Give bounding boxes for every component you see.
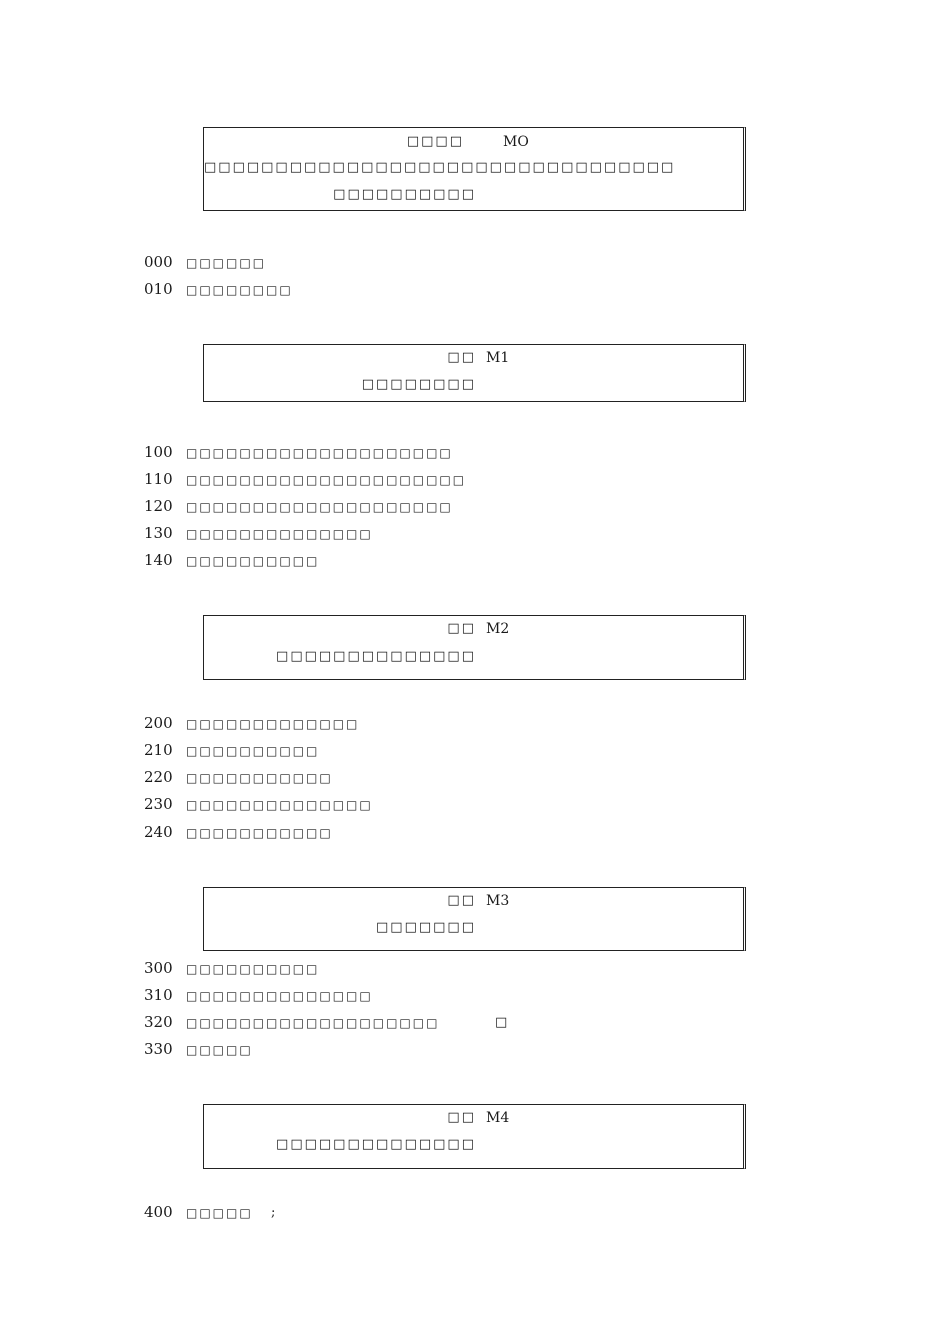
item-number: 220 (144, 768, 173, 786)
section-box-m2 (203, 615, 746, 680)
section-box-m0 (203, 127, 746, 211)
item-text: □□□□□□□□□□□□□□ (186, 798, 373, 812)
item-text: □□□□□□□□□□□□□□□□□□□ (186, 1016, 440, 1030)
section-heading: □□ (447, 1110, 476, 1125)
item-text: □□□□□□□□□□ (186, 554, 320, 568)
list-item (144, 253, 266, 271)
list-item (144, 986, 373, 1004)
item-text: □□□□□□□□□□□□□□ (186, 989, 373, 1003)
section-description-line: □□□□□□□□□□□□□□□□□□□□□□□□□□□□□□□□□ (204, 160, 676, 175)
item-number: 210 (144, 741, 173, 759)
item-text: □□□□□□□□□□□ (186, 826, 333, 840)
item-number: 240 (144, 823, 173, 841)
list-item (144, 524, 373, 542)
section-heading: □□ (447, 621, 476, 636)
list-item (144, 714, 359, 732)
item-number: 010 (144, 280, 173, 298)
list-item (144, 443, 453, 461)
section-heading: □□ (447, 350, 476, 365)
item-text: □□□□□ (186, 1043, 253, 1057)
item-text: □□□□□□ (186, 256, 267, 270)
section-description-line: □□□□□□□ (376, 920, 476, 935)
list-item (144, 470, 466, 488)
list-item (144, 280, 293, 298)
item-text: □□□□□□□□□□□□□□ (186, 527, 373, 541)
list-item (144, 551, 319, 569)
section-box-m3 (203, 887, 746, 951)
list-item (144, 959, 319, 977)
item-text: □□□□□□□□□□□ (186, 771, 333, 785)
section-heading: □□□□ (406, 134, 464, 149)
section-code: M2 (486, 621, 510, 637)
item-number: 200 (144, 714, 173, 732)
item-number: 100 (144, 443, 173, 461)
item-text: □□□□□□□□□□ (186, 744, 320, 758)
section-box-m1 (203, 344, 746, 402)
item-number: 310 (144, 986, 173, 1004)
section-description-line: □□□□□□□□□□ (333, 187, 476, 202)
item-extra-mark: □ (495, 1015, 508, 1030)
list-item (144, 1203, 253, 1221)
section-code: M1 (486, 350, 510, 366)
item-text: □□□□□□□□□□□□□□□□□□□□ (186, 446, 453, 460)
list-item (144, 1013, 439, 1031)
item-number: 230 (144, 795, 173, 813)
list-item (144, 795, 373, 813)
item-text: □□□□□□□□□□□□□ (186, 717, 360, 731)
list-item (144, 768, 333, 786)
section-code: M3 (486, 893, 510, 909)
section-box-m4 (203, 1104, 746, 1169)
item-text: □□□□□□□□□□□□□□□□□□□□ (186, 500, 453, 514)
section-heading: □□ (447, 893, 476, 908)
section-description-line: □□□□□□□□ (361, 377, 476, 392)
item-number: 400 (144, 1203, 173, 1221)
section-code: M4 (486, 1110, 510, 1126)
item-text: □□□□□□□□ (186, 283, 293, 297)
list-item (144, 1040, 253, 1058)
section-description-line: □□□□□□□□□□□□□□ (276, 1137, 476, 1152)
list-item (144, 741, 319, 759)
item-extra-mark: ; (271, 1205, 276, 1220)
item-number: 120 (144, 497, 173, 515)
item-number: 130 (144, 524, 173, 542)
list-item (144, 497, 453, 515)
item-number: 320 (144, 1013, 173, 1031)
item-number: 000 (144, 253, 173, 271)
item-text: □□□□□ (186, 1206, 253, 1220)
item-number: 330 (144, 1040, 173, 1058)
item-text: □□□□□□□□□□ (186, 962, 320, 976)
item-text: □□□□□□□□□□□□□□□□□□□□□ (186, 473, 467, 487)
section-code: MO (503, 134, 529, 150)
item-number: 300 (144, 959, 173, 977)
item-number: 110 (144, 470, 173, 488)
list-item (144, 823, 333, 841)
item-number: 140 (144, 551, 173, 569)
section-description-line: □□□□□□□□□□□□□□ (276, 649, 476, 664)
